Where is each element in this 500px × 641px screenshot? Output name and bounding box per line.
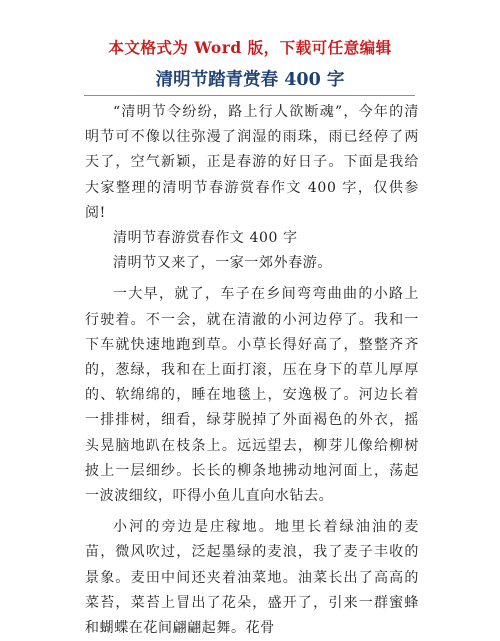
title-divider [84, 95, 415, 96]
intro-paragraph: “清明节令纷纷，路上行人欲断魂”，今年的清明节可不像以往弥漫了润湿的雨珠，雨已经停了两天了，空气新颖，正是春游的好日子。下面是我给大家整理的清明节春游赏春作文 400 字，仅供参阅! [85, 104, 419, 221]
document-body [85, 100, 419, 641]
editable-notice-banner: 本文格式为 Word 版，下载可任意编辑 [108, 38, 392, 57]
body-paragraph: 小河的旁边是庄稼地。地里长着绿油油的麦苗，微风吹过，泛起墨绿的麦浪，我了麦子丰收的景象。麦田中间还夹着油菜地。油菜长出了高高的菜苔，菜苔上冒出了花朵，盛开了，引来一群蜜蜂和蝴蝶在花间翩翩起舞。花骨 [85, 519, 419, 637]
essay-heading: 清明节春游赏春作文 400 字 [113, 230, 298, 247]
body-paragraph: 清明节又来了，一家一郊外春游。 [113, 255, 332, 272]
document-title: 清明节踏青赏春 400 字 [155, 70, 345, 90]
body-paragraph: 一大早，就了，车子在乡间弯弯曲曲的小路上行驶着。不一会，就在清澈的小河边停了。我和一下车就快速地跑到草。小草长得好高了，整整齐齐的，葱绿，我和在上面打滚，压在身下的草儿厚厚的、软绵绵的，睡在地毯上，安逸极了。河边长着一排排树，细看，绿芽脱掉了外面褐色的外衣，摇头晃脑地趴在枝条上。远远望去，柳芽儿像给柳树披上一层细纱。长长的柳条地拂动地河面上，荡起一波波细纹，吓得小鱼儿直向水钻去。 [85, 286, 419, 505]
